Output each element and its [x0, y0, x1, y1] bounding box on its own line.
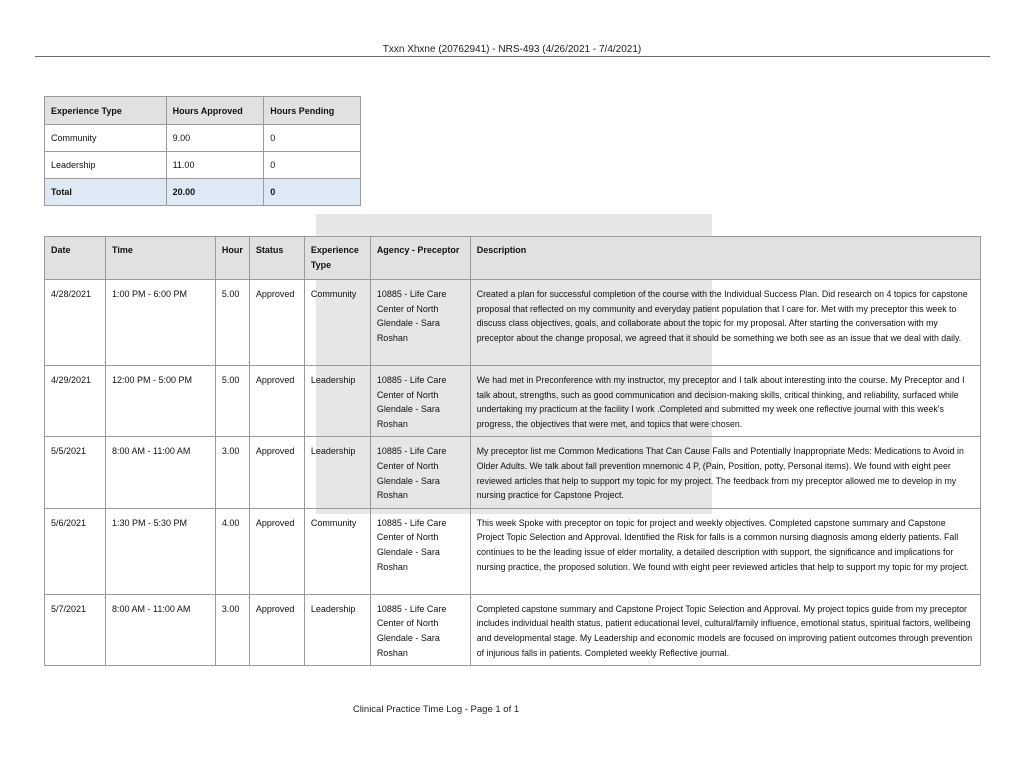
log-cell-description: Created a plan for successful completion of the course with the Individual Success Plan. Did research on 4 topics for capstone proposal that reflected on my community and everyday patient population that I care for. Met with my preceptor this week to discuss class objectives, goals, and collaborate about the topic for my proposal. After starting the conversation with my preceptor about the change proposal, we agreed that it should be something we both see as an issue that we deal with daily. — [470, 280, 980, 366]
log-cell-time: 1:30 PM - 5:30 PM — [105, 508, 215, 594]
log-header-hour: Hour — [215, 237, 249, 280]
log-cell-description: Completed capstone summary and Capstone Project Topic Selection and Approval. My project topics guide from my preceptor includes individual health status, patient educational level, cultural/family influence, emotional status, spiritual factors, wellbeing and developmental stage. My Leadership and economic models are focused on improving patient outcomes through prevention of injurious falls in patients. Completed weekly Reflective journal. — [470, 594, 980, 665]
log-header-row — [45, 237, 981, 280]
summary-cell-pending: 0 — [264, 152, 361, 179]
log-cell-hour: 3.00 — [215, 437, 249, 508]
summary-total-label: Total — [45, 179, 167, 206]
summary-total-pending: 0 — [264, 179, 361, 206]
log-cell-status: Approved — [249, 508, 304, 594]
log-cell-date: 4/29/2021 — [45, 366, 106, 437]
log-cell-agency: 10885 - Life Care Center of North Glendale - Sara Roshan — [370, 280, 470, 366]
log-cell-experience: Leadership — [304, 437, 370, 508]
log-header-experience-type: Experience Type — [304, 237, 370, 280]
log-cell-time: 1:00 PM - 6:00 PM — [105, 280, 215, 366]
log-cell-hour: 5.00 — [215, 280, 249, 366]
log-cell-time: 8:00 AM - 11:00 AM — [105, 437, 215, 508]
summary-row — [45, 125, 361, 152]
log-cell-status: Approved — [249, 437, 304, 508]
log-cell-status: Approved — [249, 594, 304, 665]
log-cell-experience: Leadership — [304, 366, 370, 437]
summary-header-experience-type: Experience Type — [45, 97, 167, 125]
log-cell-time: 8:00 AM - 11:00 AM — [105, 594, 215, 665]
log-cell-hour: 3.00 — [215, 594, 249, 665]
page-footer: Clinical Practice Time Log - Page 1 of 1 — [352, 704, 520, 715]
log-cell-experience: Community — [304, 508, 370, 594]
summary-header-row — [45, 97, 361, 125]
log-cell-agency: 10885 - Life Care Center of North Glendale - Sara Roshan — [370, 594, 470, 665]
summary-row — [45, 152, 361, 179]
time-log-table — [44, 236, 981, 666]
summary-header-hours-approved: Hours Approved — [166, 97, 264, 125]
log-cell-agency: 10885 - Life Care Center of North Glendale - Sara Roshan — [370, 437, 470, 508]
summary-cell-approved: 9.00 — [166, 125, 264, 152]
log-entry-row — [45, 594, 981, 665]
summary-header-hours-pending: Hours Pending — [264, 97, 361, 125]
log-entry-row — [45, 437, 981, 508]
log-cell-hour: 5.00 — [215, 366, 249, 437]
log-header-date: Date — [45, 237, 106, 280]
page-header-title: Txxn Xhxne (20762941) - NRS-493 (4/26/2021 - 7/4/2021) — [382, 44, 642, 55]
log-entry-row — [45, 280, 981, 366]
summary-cell-type: Community — [45, 125, 167, 152]
summary-total-approved: 20.00 — [166, 179, 264, 206]
header-divider — [35, 56, 990, 57]
log-cell-description: My preceptor list me Common Medications That Can Cause Falls and Potentially Inappropriate Meds: Medications to Avoid in Older Adults. We talk about fall prevention mnemonic 4 P, (Pain, Position, potty, Personal items). We found with eight peer reviewed articles that help to support my topic for my project. The feedback from my preceptor allowed me to develop in my nursing practice for Capstone Project. — [470, 437, 980, 508]
summary-cell-approved: 11.00 — [166, 152, 264, 179]
log-header-agency-preceptor: Agency - Preceptor — [370, 237, 470, 280]
log-entry-row — [45, 508, 981, 594]
log-cell-hour: 4.00 — [215, 508, 249, 594]
log-header-status: Status — [249, 237, 304, 280]
summary-cell-pending: 0 — [264, 125, 361, 152]
log-cell-date: 5/5/2021 — [45, 437, 106, 508]
log-cell-description: This week Spoke with preceptor on topic for project and weekly objectives. Completed capstone summary and Capstone Project Topic Selection and Approval. Identified the Risk for falls is a common nursing diagnosis among elderly patients. Fall continues to be the leading issue of elder mortality, a detailed description with support, the significance and implications for nursing practice, the proposed solution. We found with eight peer reviewed articles that help to support my topic for my project. — [470, 508, 980, 594]
summary-total-row — [45, 179, 361, 206]
log-cell-status: Approved — [249, 366, 304, 437]
log-cell-experience: Community — [304, 280, 370, 366]
log-cell-date: 5/6/2021 — [45, 508, 106, 594]
log-entry-row — [45, 366, 981, 437]
log-cell-date: 4/28/2021 — [45, 280, 106, 366]
log-cell-agency: 10885 - Life Care Center of North Glendale - Sara Roshan — [370, 508, 470, 594]
log-header-description: Description — [470, 237, 980, 280]
log-cell-time: 12:00 PM - 5:00 PM — [105, 366, 215, 437]
log-cell-experience: Leadership — [304, 594, 370, 665]
log-header-time: Time — [105, 237, 215, 280]
log-cell-date: 5/7/2021 — [45, 594, 106, 665]
log-cell-description: We had met in Preconference with my instructor, my preceptor and I talk about interesting into the course. My Preceptor and I talk about, strengths, such as good communication and decision-making skills, critical thinking, and reliability, surfaced while undertaking my practicum at the facility I work .Completed and submitted my week one reflective journal with this week's progress, the objectives that were met, and topics that were chosen. — [470, 366, 980, 437]
hours-summary-table — [44, 96, 361, 206]
log-cell-status: Approved — [249, 280, 304, 366]
log-cell-agency: 10885 - Life Care Center of North Glendale - Sara Roshan — [370, 366, 470, 437]
summary-cell-type: Leadership — [45, 152, 167, 179]
